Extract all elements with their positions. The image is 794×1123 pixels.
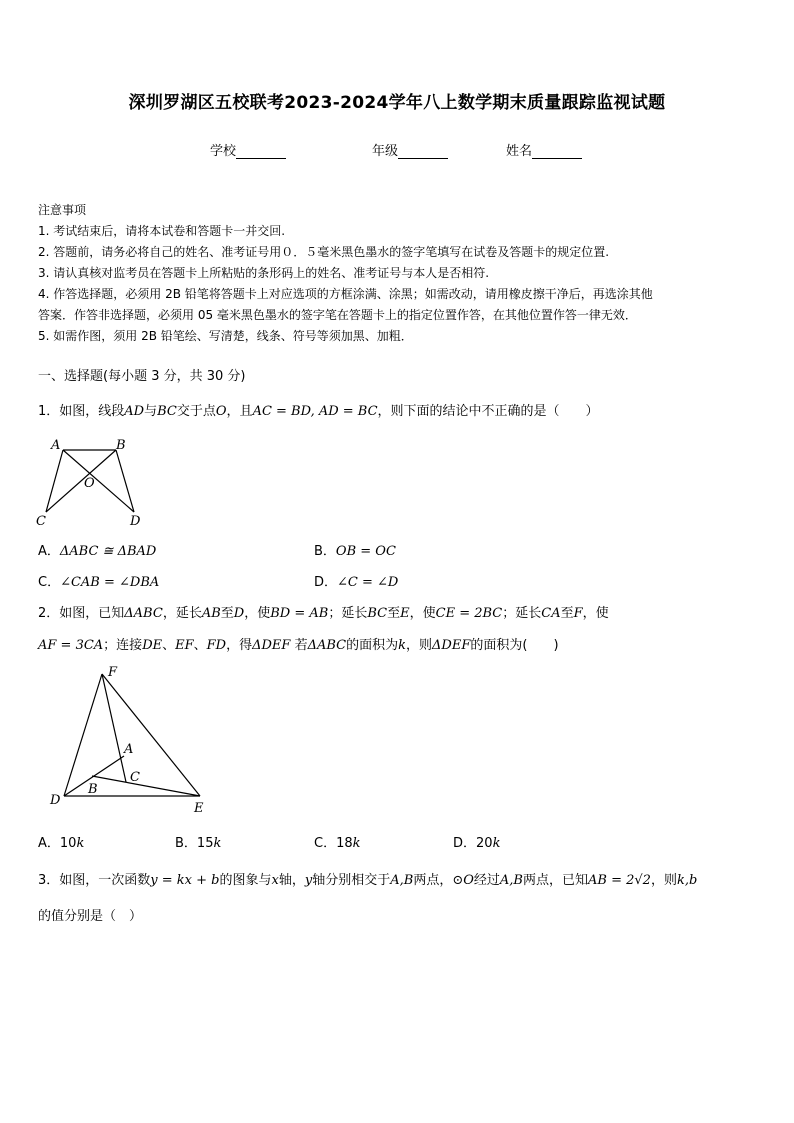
q2-text: ；连接 [103, 638, 143, 653]
q2-math: F [573, 606, 583, 621]
note-item: 1. 考试结束后，请将本试卷和答题卡一并交回. [38, 224, 286, 238]
q2-math: k [398, 638, 407, 653]
q3-text: 轴分别相交于 [312, 873, 391, 888]
question-3-stem-line1 [38, 869, 697, 888]
option-label: C． [314, 836, 337, 851]
question-3-stem-line2: 的值分别是（ ） [38, 909, 143, 924]
q2-math: AB [201, 606, 221, 621]
question-1-figure [30, 430, 160, 530]
option-number: 18 [336, 836, 353, 851]
q3-math: x [271, 873, 279, 888]
q2-text: ，使 [409, 606, 436, 621]
q2-option-b[interactable] [175, 832, 221, 851]
option-label: C． [38, 575, 61, 590]
option-variable: k [492, 836, 501, 851]
option-label: A． [38, 836, 60, 851]
q2-math: BC [367, 606, 388, 621]
option-math: ∠CAB = ∠DBA [60, 575, 160, 590]
q2-option-c[interactable] [314, 832, 361, 851]
label-A: A [51, 438, 61, 453]
name-label: 姓名 [506, 144, 533, 159]
q3-math: A,B [499, 873, 523, 888]
question-2-stem-line1 [38, 602, 609, 621]
option-label: B． [314, 544, 336, 559]
option-math: ΔABC ≅ ΔBAD [59, 544, 157, 559]
q2-math: E [400, 606, 410, 621]
q1-text: 1．如图，线段 [38, 404, 125, 419]
q2-math: ΔABC [307, 638, 347, 653]
q2-text: ，延长 [162, 606, 202, 621]
note-item: 4. 作答选择题，必须用 2B 铅笔将答题卡上对应选项的方框涂满、涂黑；如需改动，请用橡皮擦干净后，再选涂其他 [38, 287, 653, 301]
q1-text: 与 [144, 404, 158, 419]
q1-math: BC [157, 404, 177, 419]
q2-math: AF = 3CA [38, 638, 104, 653]
label-A: A [124, 742, 134, 757]
q3-text: ，则 [650, 873, 677, 888]
option-variable: k [352, 836, 361, 851]
q2-text: 若 [290, 638, 308, 653]
q2-text: 的面积为( ) [470, 638, 559, 653]
q1-option-a[interactable] [38, 540, 156, 559]
option-label: D． [453, 836, 477, 851]
q2-text: ，使 [582, 606, 609, 621]
label-D: D [130, 514, 141, 529]
q2-math: BD = AB [270, 606, 329, 621]
q1-option-c[interactable] [38, 571, 159, 590]
notes-heading: 注意事项 [38, 203, 87, 217]
label-E: E [194, 801, 204, 816]
option-number: 10 [59, 836, 77, 851]
option-variable: k [76, 836, 85, 851]
question-1-stem [38, 400, 599, 419]
q3-math: y = kx + b [150, 873, 220, 888]
q2-text: ，则 [406, 638, 433, 653]
grade-label: 年级 [372, 144, 399, 159]
q1-option-b[interactable] [314, 540, 396, 559]
q2-text: 2．如图，已知 [38, 606, 125, 621]
label-B: B [116, 438, 126, 453]
label-O: O [84, 476, 95, 491]
label-F: F [108, 665, 118, 680]
note-item: 2. 答题前，请务必将自己的姓名、准考证号用０．５毫米黑色墨水的签字笔填写在试卷及答题卡的规定位置. [38, 245, 610, 259]
q2-math: CA [541, 606, 561, 621]
q1-text: 交于点 [176, 404, 216, 419]
q3-math: AB = 2√2 [588, 873, 651, 888]
question-2-stem-line2 [38, 634, 559, 653]
q2-text: 至 [220, 606, 234, 621]
name-field [506, 140, 582, 159]
option-label: D． [314, 575, 338, 590]
q1-math: AD [124, 404, 145, 419]
q3-text: 两点，已知 [522, 873, 588, 888]
note-item: 5. 如需作图，须用 2B 铅笔绘、写清楚，线条、符号等须加黑、加粗． [38, 329, 413, 343]
q2-math: ΔABC [124, 606, 163, 621]
grade-blank[interactable] [398, 146, 448, 159]
school-label: 学校 [210, 144, 237, 159]
q2-text: 、 [193, 638, 207, 653]
q3-math: ⊙O [452, 873, 474, 888]
question-2-figure [40, 660, 220, 820]
label-D: D [50, 793, 61, 808]
q3-math: k,b [676, 873, 698, 888]
q2-text: ，得 [226, 638, 253, 653]
q1-text: ，则下面的结论中不正确的是（ ） [377, 404, 599, 419]
q2-text: 至 [387, 606, 401, 621]
q2-text: ，使 [244, 606, 271, 621]
q2-math: FD [206, 638, 227, 653]
q2-text: ；延长 [328, 606, 368, 621]
label-B: B [88, 782, 98, 797]
q2-option-d[interactable] [453, 832, 500, 851]
q2-math: DE [142, 638, 163, 653]
q2-text: 至 [560, 606, 574, 621]
option-variable: k [213, 836, 222, 851]
q2-math: ΔDEF [432, 638, 471, 653]
q2-text: 的面积为 [346, 638, 399, 653]
section-heading: 一、选择题(每小题 3 分，共 30 分) [38, 369, 246, 384]
q2-math: CE = 2BC [435, 606, 503, 621]
label-C: C [36, 514, 46, 529]
q1-text: ，且 [226, 404, 253, 419]
q3-math: A,B [390, 873, 414, 888]
q3-text: 3．如图，一次函数 [38, 873, 151, 888]
option-number: 20 [476, 836, 493, 851]
q1-math: O [215, 404, 227, 419]
option-number: 15 [196, 836, 214, 851]
q2-math: ΔDEF [252, 638, 291, 653]
option-math: OB = OC [335, 544, 396, 559]
option-label: A． [38, 544, 60, 559]
option-label: B． [175, 836, 197, 851]
page-title: 深圳罗湖区五校联考2023-2024学年八上数学期末质量跟踪监视试题 [128, 93, 666, 113]
school-blank[interactable] [236, 146, 286, 159]
q3-math: y [304, 873, 313, 888]
q2-math: D [233, 606, 245, 621]
q1-math: AC = BD, AD = BC [252, 404, 378, 419]
grade-field [372, 140, 448, 159]
q3-text: 的图象与 [219, 873, 272, 888]
q3-text: 两点， [413, 873, 453, 888]
q2-math: EF [175, 638, 194, 653]
label-C: C [130, 770, 140, 785]
name-blank[interactable] [532, 146, 582, 159]
option-math: ∠C = ∠D [337, 575, 399, 590]
note-item: 3. 请认真核对监考员在答题卡上所粘贴的条形码上的姓名、准考证号与本人是否相符. [38, 266, 490, 280]
note-item: 答案．作答非选择题，必须用 05 毫米黑色墨水的签字笔在答题卡上的指定位置作答，在其他位置作答一律无效． [38, 308, 637, 322]
q3-text: 轴， [278, 873, 305, 888]
school-field [210, 140, 286, 159]
q2-option-a[interactable] [38, 832, 84, 851]
q2-text: ；延长 [502, 606, 542, 621]
q1-option-d[interactable] [314, 571, 398, 590]
q3-text: 经过 [473, 873, 500, 888]
q2-text: 、 [162, 638, 176, 653]
